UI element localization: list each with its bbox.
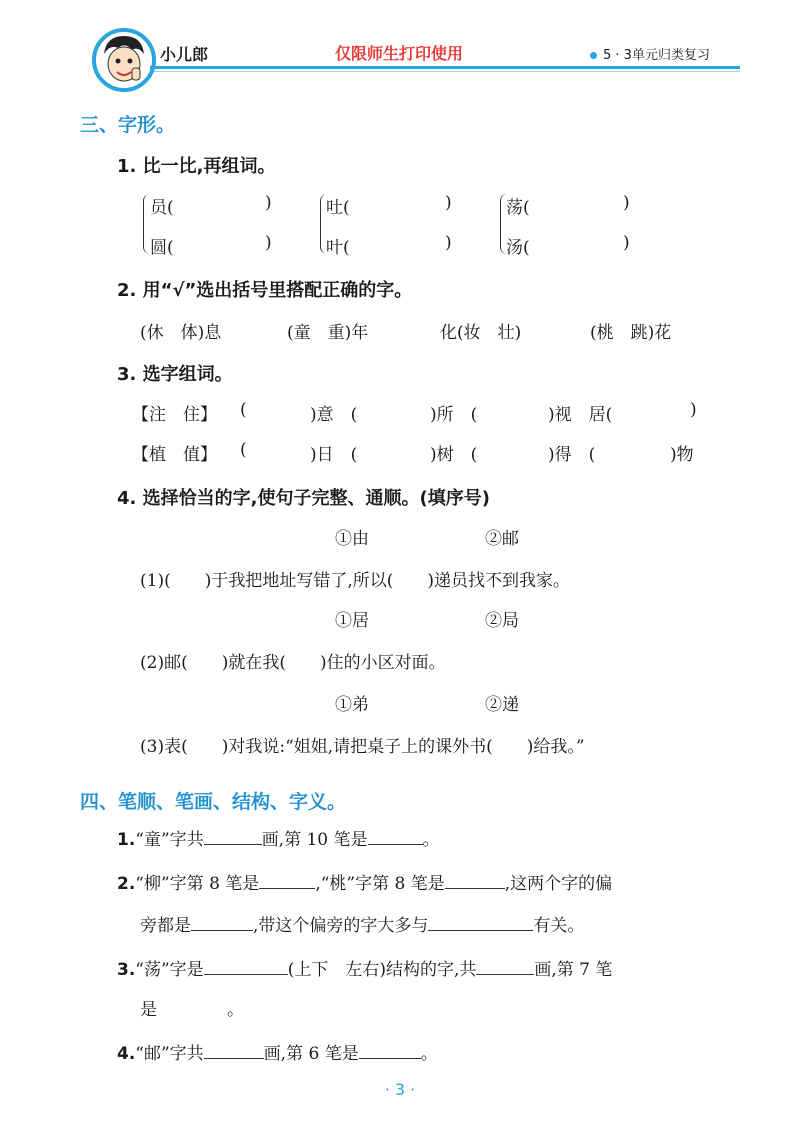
item-text: ,“桃”字第 8 笔是: [315, 874, 445, 894]
q3-part: )所 (: [430, 405, 478, 425]
q4-option: ①由: [335, 529, 369, 549]
unit-label: 5 · 3单元归类复习: [590, 44, 710, 63]
q1-prompt: 1. 比一比,再组词。: [117, 156, 276, 177]
header-rule: [150, 66, 740, 69]
item-text: 。: [227, 1000, 244, 1020]
pair1-a-close: ): [265, 193, 272, 213]
pair1-b: 圆(: [150, 238, 174, 258]
q2-item: (桃 跳)花: [590, 323, 672, 343]
item-number: 2.: [117, 874, 136, 894]
item-text: “柳”字第 8 笔是: [135, 874, 260, 894]
q3-part: )日 (: [310, 445, 358, 465]
bullet-dot-icon: [590, 52, 597, 59]
q4-option: ②邮: [485, 529, 519, 549]
answer-blank[interactable]: [428, 930, 533, 931]
answer-blank[interactable]: [445, 888, 505, 889]
pair3-b: 汤(: [506, 238, 530, 258]
q3-group: 【植 值】: [132, 445, 217, 465]
q3-part: )物: [670, 445, 694, 465]
boy-mascot-icon: [92, 28, 156, 92]
q2-prompt: 2. 用“√”选出括号里搭配正确的字。: [117, 280, 413, 301]
item-number: 3.: [117, 960, 136, 980]
print-notice: 仅限师生打印使用: [335, 44, 464, 63]
pair3-a: 荡(: [506, 198, 530, 218]
item-text: 是: [140, 1000, 157, 1020]
q2-item: (休 体)息: [140, 323, 222, 343]
pair2-b-close: ): [445, 233, 452, 253]
q4-prompt: 4. 选择恰当的字,使句子完整、通顺。(填序号): [117, 488, 490, 509]
q3-part: (: [240, 400, 247, 420]
item-text: ,这两个字的偏: [504, 874, 613, 894]
s4-item-2: [117, 869, 612, 894]
q3-part: (: [240, 440, 247, 460]
s4-item-3: [117, 955, 612, 980]
pair2-a-close: ): [445, 193, 452, 213]
q4-sentence: (3)表( )对我说:“姐姐,请把桌子上的课外书( )给我。”: [140, 737, 585, 757]
q3-part: )得 (: [548, 445, 596, 465]
answer-blank[interactable]: [191, 930, 253, 931]
pair1-a: 员(: [150, 198, 174, 218]
s4-item-2-cont: [140, 911, 584, 936]
header-rule-thin: [150, 71, 740, 72]
item-text: ,带这个偏旁的字大多与: [253, 916, 429, 936]
q3-prompt: 3. 选字组词。: [117, 364, 233, 385]
section3-title: 三、字形。: [80, 114, 176, 136]
answer-blank[interactable]: [204, 844, 262, 845]
brand-name: 小儿郎: [160, 45, 209, 64]
item-text: 有关。: [533, 916, 585, 936]
q3-group: 【注 住】: [132, 405, 217, 425]
item-text: (上下 左右)结构的字,共: [287, 960, 477, 980]
answer-blank[interactable]: [359, 1058, 421, 1059]
pair3-a-close: ): [623, 193, 630, 213]
answer-blank[interactable]: [368, 844, 423, 845]
item-text: 旁都是: [140, 916, 191, 936]
section4-title: 四、笔顺、笔画、结构、字义。: [80, 791, 347, 813]
q3-part: ): [690, 400, 697, 420]
item-text: 画,第 10 笔是: [261, 830, 368, 850]
item-text: 。: [422, 830, 440, 850]
s4-item-4: [117, 1039, 438, 1064]
q4-option: ①居: [335, 611, 369, 631]
q4-option: ②局: [485, 611, 519, 631]
pair3-b-close: ): [623, 233, 630, 253]
pair2-b: 叶(: [326, 238, 350, 258]
item-text: “荡”字是: [135, 960, 204, 980]
q3-part: )视 居(: [548, 405, 613, 425]
pair2-a: 吐(: [326, 198, 350, 218]
page-number: · 3 ·: [384, 1080, 416, 1099]
answer-blank[interactable]: [259, 888, 315, 889]
brace-1: [143, 194, 150, 254]
item-text: “童”字共: [135, 830, 204, 850]
item-text: “邮”字共: [135, 1044, 204, 1064]
s4-item-3-cont: [140, 995, 244, 1020]
q4-option: ②递: [485, 695, 519, 715]
item-number: 4.: [117, 1044, 136, 1064]
item-text: 画,第 7 笔: [534, 960, 613, 980]
q4-sentence: (1)( )于我把地址写错了,所以( )递员找不到我家。: [140, 571, 571, 591]
item-number: 1.: [117, 830, 136, 850]
item-text: 。: [420, 1044, 438, 1064]
q3-part: )树 (: [430, 445, 478, 465]
item-text: 画,第 6 笔是: [263, 1044, 359, 1064]
q2-item: (童 重)年: [287, 323, 369, 343]
q4-sentence: (2)邮( )就在我( )住的小区对面。: [140, 653, 446, 673]
answer-blank[interactable]: [476, 974, 534, 975]
q3-part: )意 (: [310, 405, 358, 425]
answer-blank[interactable]: [204, 1058, 264, 1059]
s4-item-1: [117, 825, 440, 850]
q4-option: ①弟: [335, 695, 369, 715]
q2-item: 化(妆 壮): [440, 323, 522, 343]
pair1-b-close: ): [265, 233, 272, 253]
answer-blank[interactable]: [204, 974, 288, 975]
